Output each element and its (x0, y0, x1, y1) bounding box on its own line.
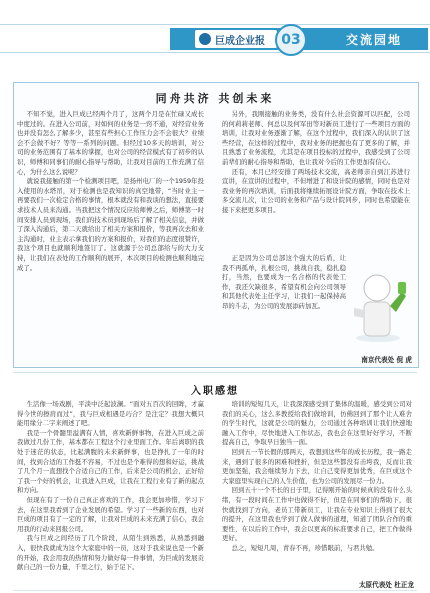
article2-signature: 太原代表处 杜正龙 (358, 581, 414, 589)
paragraph: 我是一个骨髓里溢满有人情，喜欢新鲜事物，在进入巨成之前我做过几份工作，基本都在工程这个行业里面工作。年后离职的我处于迷茫的状态，比起满腹的未来新鲜事，也是挣扎了一年的时间，找到合适的工作挺不容易，不过也是个难得的想和好运，挑战了几个月一直想找个合适自己的工作，后来是公司的机会，正好给了我一个好的机会，让我进入巨成，让我在工程行业有了新的起点和方向。 (17, 428, 204, 495)
article2-column-2 (222, 400, 412, 554)
article1-signature: 南京代表处 倪 虎 (361, 356, 412, 364)
paragraph: 不知不觉，进入巨成已经两个月了，这两个月是在忙碌又成长中度过的。在进入公司前，对如何的业务是一窍不通，对经营业务也并没有怎么了解多少，甚至有些担心工作压力会不会很大？业绩会不会做不好？等等一系列的问题。但经过10多天的培训，对公司的业务范围有了基本的掌握，也对公司的经营模式有了初步的认识，师傅和同事们的耐心指导与帮助，让我对目前的工作充满了信心，为什么这么说呢？ (17, 110, 204, 176)
paragraph: 生活像一场戏剧，平淡中泛起波澜。“面对五百次的回眸，才赢得今世的擦肩而过”，我与巨成相遇是巧合？是注定？我想大概只能用缘分二字来阐述了吧。 (17, 400, 204, 428)
section-divider (13, 372, 417, 373)
article2-column-1 (17, 400, 204, 573)
article1-title: 同舟共济 共创未来 (155, 92, 275, 105)
brand-name: 巨成企业报 (215, 35, 265, 47)
footer-rule (13, 590, 417, 591)
brand-badge (195, 30, 277, 48)
brand-logo-icon (199, 33, 211, 45)
page-header (0, 0, 430, 64)
section-title: 交流园地 (345, 32, 402, 47)
paragraph: 但现在有了一份自己真正喜欢的工作，我会更加珍惜，学习下去，在这里我看到了企业发展的希望。学习了一些新的东西，也对巨成的项目有了一定的了解，让我对巨成的未来充满了信心，我会用我的行动来回报公司。 (17, 495, 204, 533)
issue-number: 03 (275, 24, 307, 56)
paragraph: 培训的短短几天，让我深深感受到了集体的温暖，感受到公司对我们的关心，这么多教授给我们做培训，仿佛回到了那个让人难舍的学生时代，这就是公司的魅力，公司通过各种培训让我们快速地融入工作中，尽快地进入工作状态，我也会在这里好好学习，不断提高自己，争取早日独当一面。 (222, 400, 412, 447)
paragraph: 另外，我刚接触的业务类，没有什么社会资源可以匹配，公司的何莉莉老师、何总以及何军田等对新员工进行了一些项目方面的培训，让我对业务逐渐了解，在这个过程中，我们深入的认识了这些经营，在这样的过程中，我对业务的把握也有了更多的了解，并且熟悉了业务流程，尤其是在项目投标的过程中，我感受到了公司前辈们的耐心指导和帮助，也让我对今后的工作更加有信心。 (222, 110, 410, 166)
paragraph: 就说我接触的第一个检测项目吧，是扬州电厂的一个1959年投入使用的水塔吊，对于检测也是我知识的真空地带，“当时业主一再要我们一次检定合格的事情，根本就没有和我谈的想法，直接要求技术人员来沟通。当我把这个情况反应给师傅之后，师傅第一时间安排人员到现场，我们的技术员到现场后了解了相关信息，并做了深入沟通后，第二天就给出了相关方案和报价，等我再次去和业主沟通时，业主表示拿我们的方案和报价，对我们的态度很赞许，我这个项目也就顺利地签订了。这就源于公司总部给与的大力支持，让我们在表处的工作顺利的展开，本次项目的检测也顺利地完成了。 (17, 177, 204, 272)
paragraph: 回到五一节长假的那两天，我想到这些年的成长历程，我一路走来，遇到了很多的困难和挫折，但是这些都没有击垮我，反而让我更加坚强，我会继续努力下去，让自己变得更加优秀，在巨成这个大家庭里实现自己的人生价值，也为公司的发展尽一份力。 (222, 447, 412, 485)
article1-column-3 (222, 254, 346, 312)
paragraph: 正是因为公司总部这个强大的后盾，让我不再孤单，扎根公司，挑战自我，稳扎稳打，当然，也要成为一名合格的代表处工作，我还欠缺很多，希望有机会向公司领导和其他代表处主任学习，让我们一起保持高昂的斗志，为公司的发展添砖加瓦。 (222, 254, 346, 310)
article1-column-1 (17, 110, 204, 273)
paragraph: 我与巨成之间经历了几个阶段，从陌生到熟悉，从熟悉到融入，很快我就成为这个大家庭中的一员，这对于我来说也是一个新的开始，我会用我的热情和努力做好每一件事情，为巨成的发展贡献自己的一份力量，千里之行，始于足下。 (17, 534, 204, 572)
paragraph: 还有，本月已经安排了两场技术交流，高老师亲自到江苏进行宣讲，在宣讲的过程中，不但增进了和设计院的感情，同时也是对我业务的再次培训，后面我将继续拓展设计院方面，争取在技术上多交流儿次，让公司的业务和产品与设计院同步，同时也希望能在接下来把更多项目。 (222, 167, 410, 214)
article1-column-2 (222, 110, 410, 216)
paragraph: 总之，短短几周，青春不再，珍惜眼前，与君共勉。 (231, 543, 379, 552)
header-rule-bottom (0, 52, 430, 53)
paragraph: 回到五十一个不长的日子里，记得刚开始的时候真的没有什么头绪，有一段时间在工作中也做得不好，但是在同事们的帮助下，很快就找到了方向，老员工带新员工，让我在专业知识上得到了很大的提升，在这里我也学到了做人做事的道理，知道了团队合作的重要性，在以后的工作中，我会以更高的标准要求自己，把工作做得更好。 (222, 486, 412, 543)
header-rule-top (0, 24, 430, 25)
article2-title: 入职感想 (191, 386, 239, 397)
thumbs-up-illustration-icon (346, 262, 410, 344)
